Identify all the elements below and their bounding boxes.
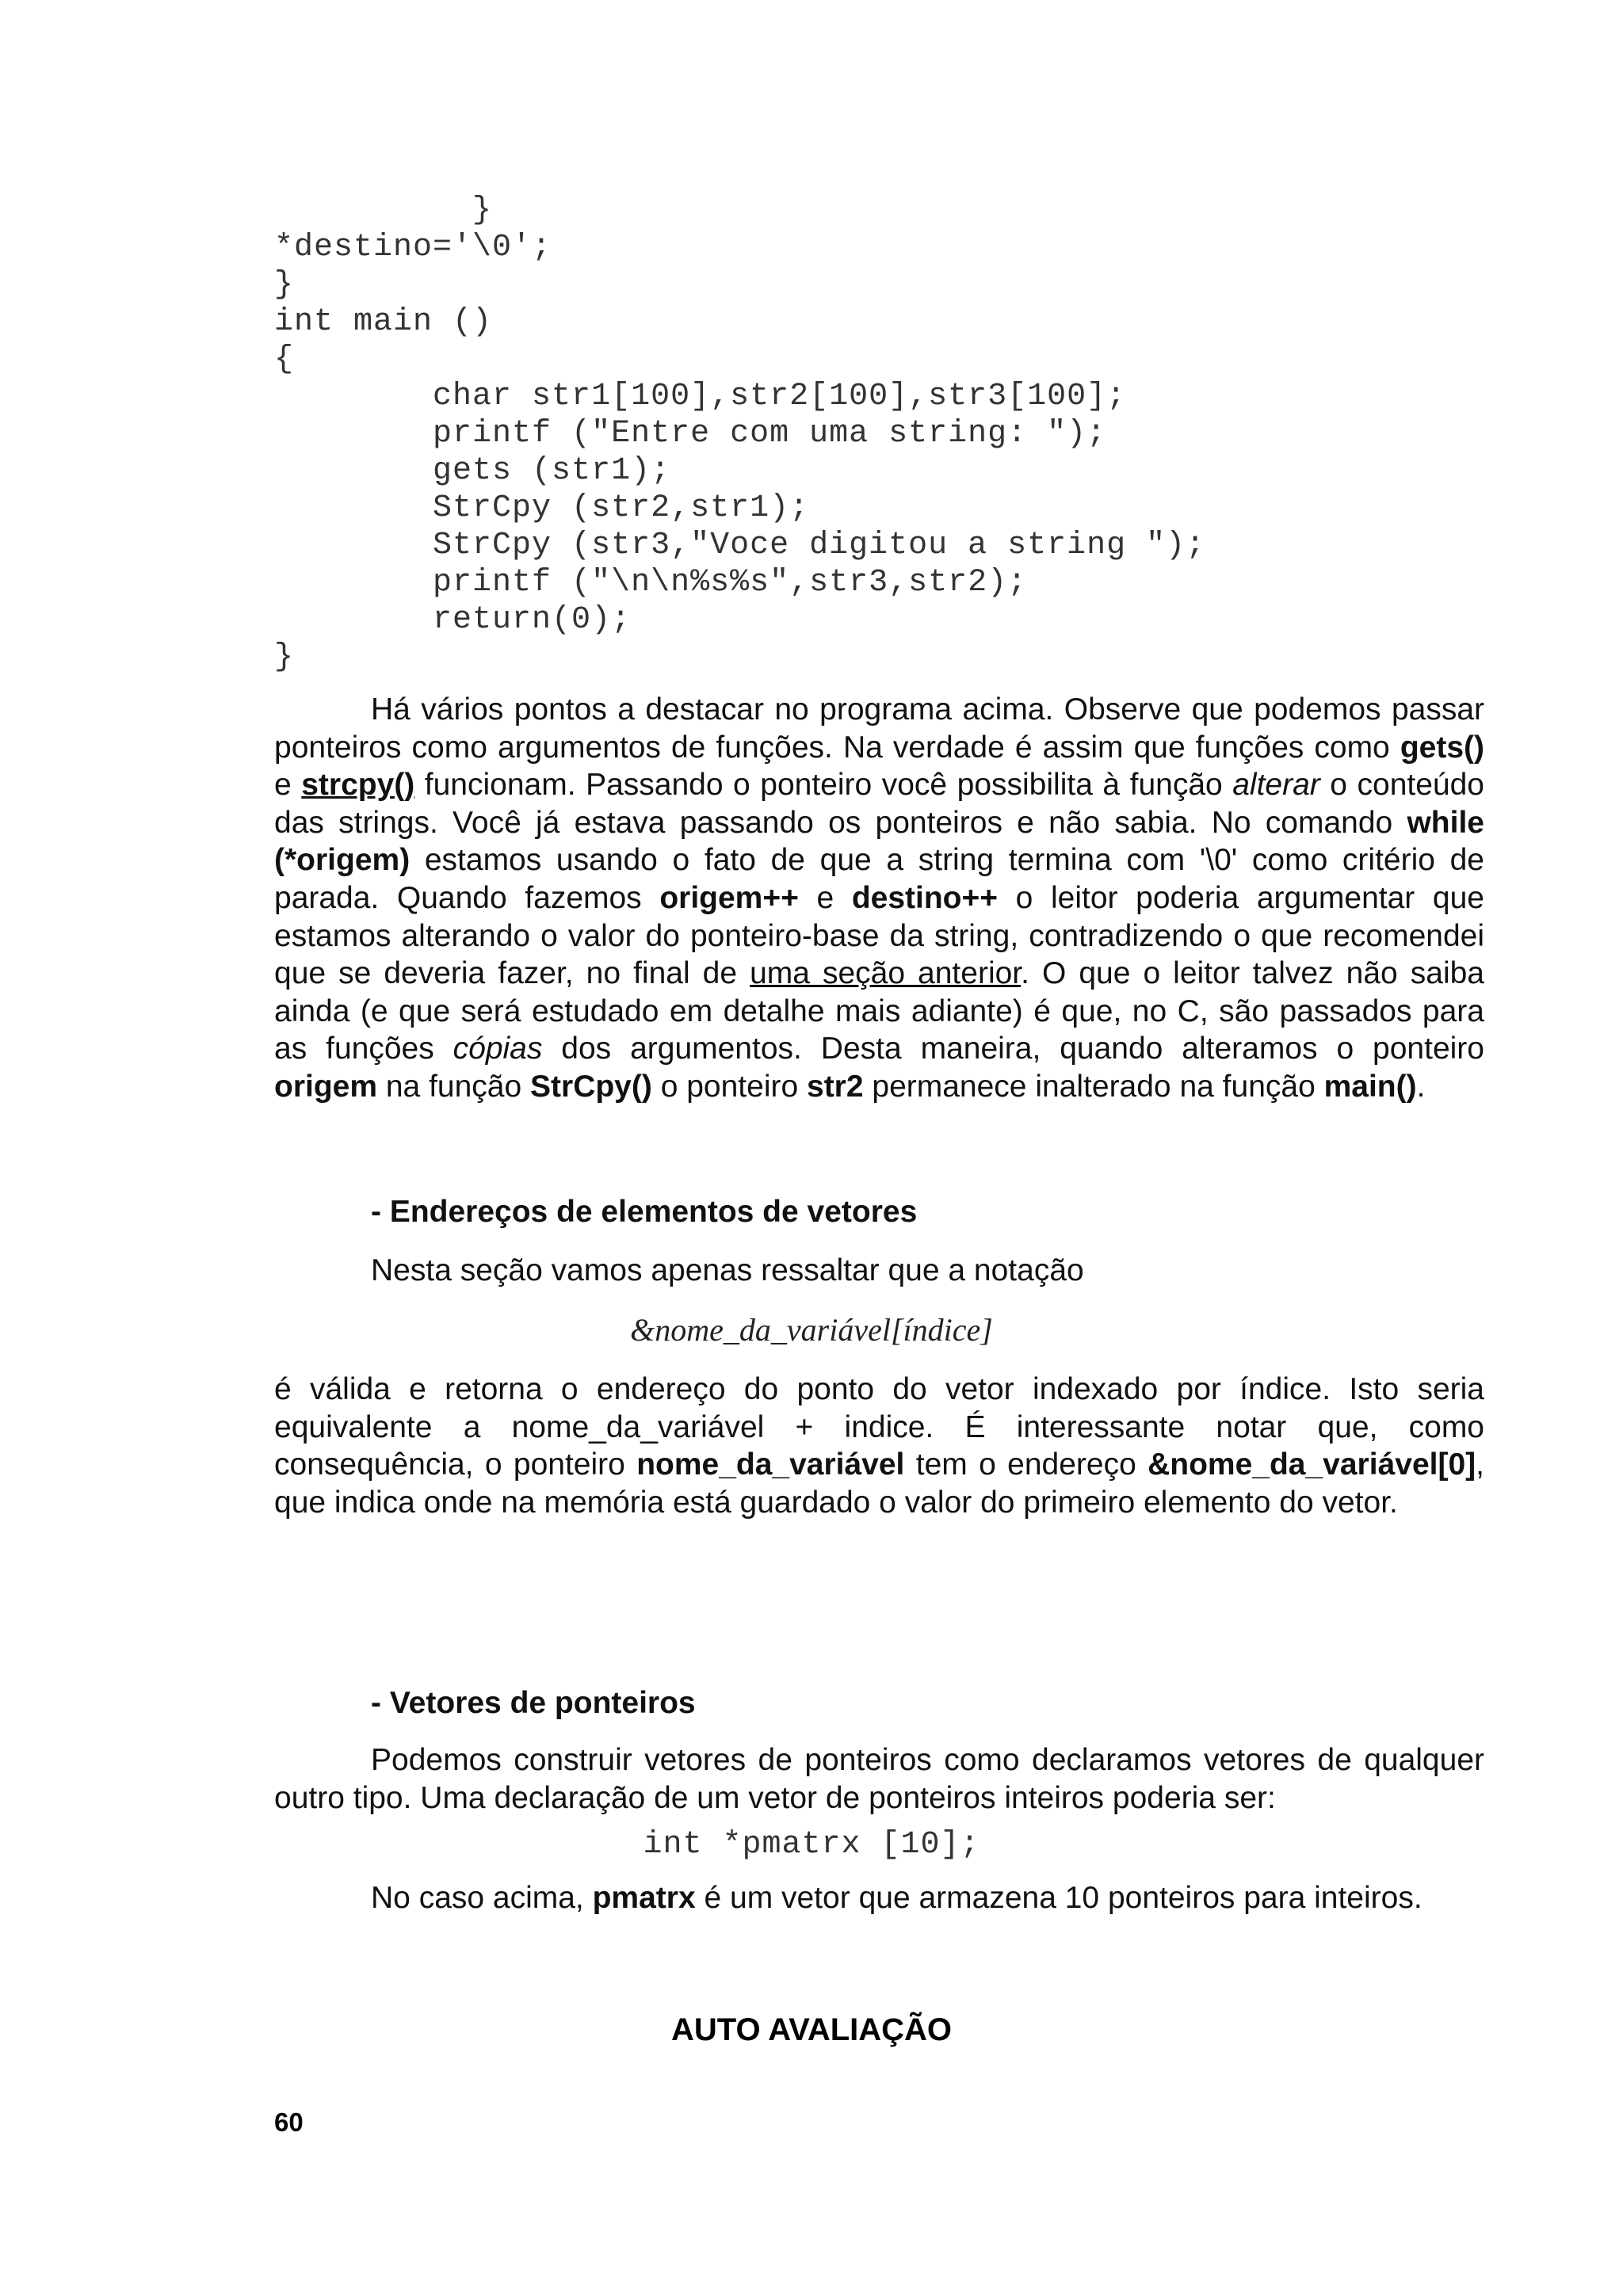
bold-term: str2 <box>807 1069 864 1104</box>
code-declaration: int *pmatrx [10]; <box>643 1827 980 1863</box>
paragraph-pointers-as-arguments: Há vários pontos a destacar no programa acima. Observe que podemos passar ponteiros como argumentos de funções. Na verdade é assim que funções como gets() e strcpy() funcionam. Passando o ponteiro você possibilita à função alterar o conteúdo das strings. Você já estava passando os ponteiros e não sabia. No comando while (*origem) estamos usando o fato de que a string termina com '\0' como critério de parada. Quando fazemos origem++ e destino++ o leitor poderia argumentar que estamos alterando o valor do ponteiro-base da string, contradizendo o que recomendei que se deveria fazer, no final de uma seção anterior. O que o leitor talvez não saiba ainda (e que será estudado em detalhe mais adiante) é que, no C, são passados para as funções cópias dos argumentos. Desta maneira, quando alteramos o ponteiro origem na função StrCpy() o ponteiro str2 permanece inalterado na função main(). <box>274 692 1484 1104</box>
code-line: int main () <box>274 304 493 340</box>
bold-term: main() <box>1323 1069 1417 1104</box>
self-assessment-title: AUTO AVALIAÇÃO <box>670 2012 953 2047</box>
code-line: StrCpy (str2,str1); <box>274 490 810 526</box>
code-line: char str1[100],str2[100],str3[100]; <box>274 379 1127 414</box>
bold-term: &nome_da_variável[0] <box>1148 1447 1476 1482</box>
bold-term: origem <box>274 1069 378 1104</box>
section-heading-pointer-vectors: - Vetores de ponteiros <box>371 1686 696 1720</box>
italic-term: alterar <box>1232 768 1320 803</box>
code-line: StrCpy (str3,"Voce digitou a string "); <box>274 528 1206 563</box>
bold-term: while (*origem) <box>274 805 1484 878</box>
code-line: *destino='\0'; <box>274 230 552 265</box>
section-heading-vector-addresses: - Endereços de elementos de vetores <box>371 1195 918 1229</box>
code-line: printf ("\n\n%s%s",str3,str2); <box>274 565 1028 601</box>
paragraph-pointer-vectors: Podemos construir vetores de ponteiros como declaramos vetores de qualquer outro tipo. Uma declaração de um vetor de ponteiros inteiros poderia ser: <box>274 1743 1484 1815</box>
code-line: printf ("Entre com uma string: "); <box>274 416 1107 452</box>
code-line: } <box>274 639 295 675</box>
bold-term: origem++ <box>659 880 799 915</box>
formula-notation: &nome_da_variável[índice] <box>630 1312 993 1348</box>
paragraph-vector-address: é válida e retorna o endereço do ponto do vetor indexado por índice. Isto seria equivalente a nome_da_variável + indice. É interessante notar que, como consequência, o ponteiro nome_da_variável tem o endereço &nome_da_variável[0], que indica onde na memória está guardado o valor do primeiro elemento do vetor. <box>274 1372 1484 1520</box>
bold-term: StrCpy() <box>530 1069 652 1104</box>
section-intro: Nesta seção vamos apenas ressaltar que a notação <box>371 1253 1084 1287</box>
link-previous-section[interactable]: uma seção anterior <box>750 956 1022 991</box>
code-line: } <box>274 267 295 303</box>
code-line: return(0); <box>274 602 632 638</box>
italic-term: cópias <box>453 1032 543 1066</box>
code-line: gets (str1); <box>274 453 671 489</box>
bold-term: pmatrx <box>592 1881 696 1915</box>
paragraph-pmatrx: No caso acima, pmatrx é um vetor que armazena 10 ponteiros para inteiros. <box>371 1881 1423 1915</box>
page-number: 60 <box>274 2107 304 2137</box>
code-line: } <box>274 193 493 228</box>
link-strcpy[interactable]: strcpy() <box>301 768 415 803</box>
code-block <box>274 192 1205 676</box>
bold-term: nome_da_variável <box>636 1447 905 1482</box>
bold-term: gets() <box>1400 730 1484 765</box>
code-line: { <box>274 341 295 377</box>
bold-term: destino++ <box>851 880 999 915</box>
